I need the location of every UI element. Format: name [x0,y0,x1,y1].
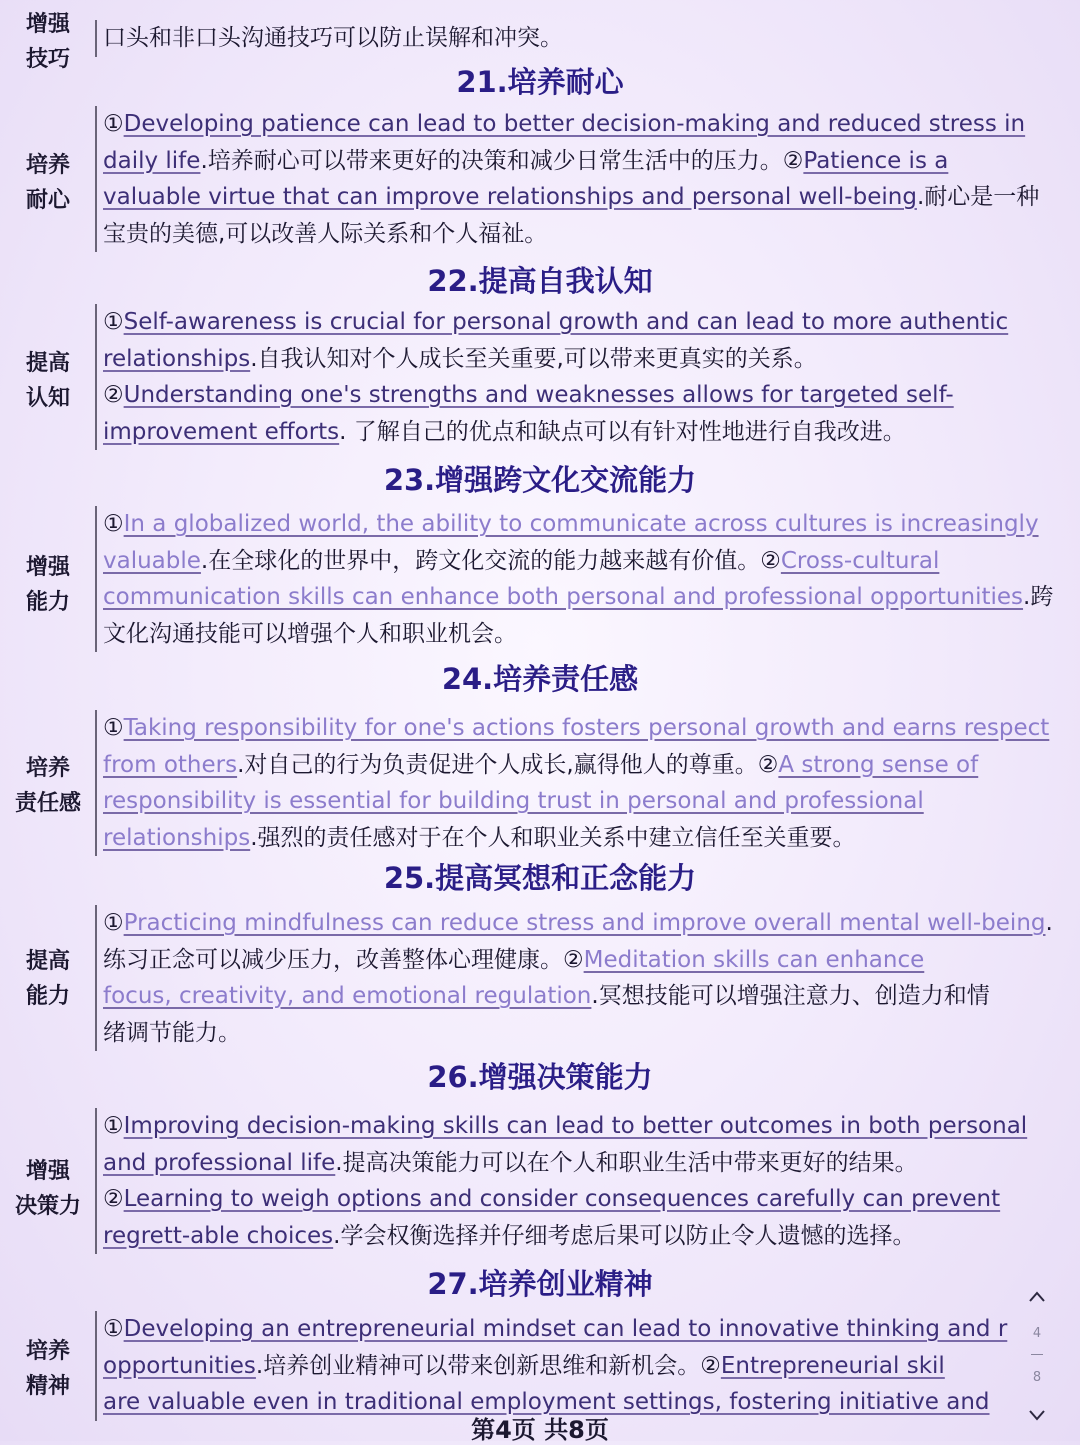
chinese-text: .冥想技能可以增强注意力、创造力和情 [591,983,990,1009]
paragraph-line [103,1348,1018,1385]
section-paragraph [95,20,1073,57]
english-phrase: Taking responsibility for one's actions fosters personal growth and earns respect [123,715,1050,741]
label-line: 增强 [25,1159,70,1184]
chinese-text: 宝贵的美德,可以改善人际关系和个人福祉。 [103,220,548,247]
paragraph-line [103,1108,1073,1145]
paragraph-line [103,20,1073,57]
section-paragraph [95,1108,1073,1254]
section-paragraph [95,710,1073,856]
total-page-number: 8 [1032,1370,1042,1385]
english-phrase: Self-awareness is crucial for personal growth and can lead to more authentic [123,309,1009,335]
section-heading: 27.培养创业精神 [427,1267,653,1301]
section-label [6,944,90,1014]
section-label [6,1154,90,1224]
label-line: 责任感 [14,791,81,816]
section-paragraph [95,905,1073,1051]
paragraph-line [103,143,1073,180]
label-line: 增强 [25,12,70,37]
paragraph-line [103,710,1073,747]
paragraph-line [103,747,1073,784]
english-phrase: from others [103,751,238,778]
paragraph-line [103,783,1073,820]
paragraph-line [103,341,1073,378]
paragraph-line [103,1015,1073,1052]
chinese-text: .学会权衡选择并仔细考虑后果可以防止令人遗憾的选择。 [333,1222,916,1249]
english-phrase: daily life [103,147,201,174]
paragraph-line [103,377,1073,414]
english-phrase: Developing patience can lead to better decision-making and reduced stress in [123,111,1026,137]
page-indicator: 第4页 共8页 [471,1416,609,1444]
label-line: 技巧 [25,47,70,72]
section-paragraph [95,304,1073,450]
label-line: 决策力 [14,1194,81,1219]
chinese-text: .跨 [1023,584,1054,610]
english-phrase: In a globalized world, the ability to communicate across cultures is increasingly [123,511,1039,537]
pager-divider [1031,1354,1043,1355]
english-phrase: are valuable even in traditional employment settings, fostering initiative and [103,1389,990,1415]
label-line: 增强 [25,555,70,580]
paragraph-line [103,106,1073,143]
chinese-text: 绪调节能力。 [103,1019,241,1046]
english-phrase: improvement efforts [103,418,340,445]
label-line: 提高 [25,949,70,974]
chinese-text: ① [103,511,124,537]
paragraph-line [103,506,1073,543]
english-phrase: valuable virtue that can improve relationships and personal well-being [103,184,917,210]
chinese-text: .提高决策能力可以在个人和职业生活中带来更好的结果。 [335,1149,918,1176]
paragraph-line [103,1181,1073,1218]
section-paragraph [95,106,1073,252]
english-phrase: communication skills can enhance both personal and professional opportunities [103,584,1024,610]
pager [1012,1286,1062,1426]
chinese-text: .培养创业精神可以带来创新思维和新机会。② [255,1352,721,1379]
paragraph-line [103,414,1073,451]
label-line: 能力 [25,984,70,1009]
label-line: 认知 [25,386,70,411]
section-label [6,1334,90,1404]
chinese-text: ① [103,715,124,741]
section-heading: 21.培养耐心 [456,65,624,99]
chinese-text: ① [103,309,124,335]
english-phrase: Entrepreneurial skil [720,1352,945,1379]
chevron-up-icon[interactable] [1026,1286,1048,1308]
label-line: 能力 [25,590,70,615]
english-phrase: focus, creativity, and emotional regulation [103,983,592,1009]
current-page-number: 4 [1032,1326,1042,1341]
chinese-text: 口头和非口头沟通技巧可以防止误解和冲突。 [103,25,563,51]
section-label [6,751,90,821]
chinese-text: . 了解自己的优点和缺点可以有针对性地进行自我改进。 [339,418,906,445]
english-phrase: valuable [103,547,201,574]
chinese-text: . [1045,910,1053,936]
chinese-text: .在全球化的世界中，跨文化交流的能力越来越有价值。② [200,547,781,574]
section-label [6,346,90,416]
paragraph-line [103,179,1073,216]
section-heading: 25.提高冥想和正念能力 [383,861,697,895]
english-phrase: regrett-able choices [103,1222,334,1249]
chinese-text: ① [103,1113,124,1139]
label-line: 培养 [25,153,70,178]
english-phrase: relationships [103,345,251,372]
section-heading: 26.增强决策能力 [427,1060,653,1094]
paragraph-line [103,1145,1073,1182]
english-phrase: A strong sense of [778,751,979,778]
section-label [6,550,90,620]
chinese-text: .强烈的责任感对于在个人和职业关系中建立信任至关重要。 [250,824,856,851]
english-phrase: Developing an entrepreneurial mindset can lead to innovative thinking and r [123,1316,1008,1342]
paragraph-line [103,216,1073,253]
chevron-down-icon[interactable] [1026,1404,1048,1426]
english-phrase: relationships [103,824,251,851]
english-phrase: Learning to weigh options and consider consequences carefully can prevent [123,1186,1001,1212]
english-phrase: responsibility is essential for building trust in personal and professional [103,788,924,814]
chinese-text: 文化沟通技能可以增强个人和职业机会。 [103,620,517,647]
section-paragraph [95,1311,1018,1421]
label-line: 耐心 [25,188,70,213]
chinese-text: ② [103,382,124,408]
paragraph-line [103,942,1073,979]
section-label [6,148,90,218]
label-line: 精神 [25,1374,70,1399]
english-phrase: and professional life [103,1149,336,1176]
paragraph-line [103,1218,1073,1255]
chinese-text: 练习正念可以减少压力，改善整体心理健康。② [103,946,584,973]
chinese-text: .自我认知对个人成长至关重要,可以带来更真实的关系。 [250,345,817,372]
label-line: 培养 [25,1339,70,1364]
chinese-text: .对自己的行为负责促进个人成长,赢得他人的尊重。② [237,751,779,778]
english-phrase: Practicing mindfulness can reduce stress and improve overall mental well-being [123,910,1046,936]
chinese-text: .耐心是一种 [916,184,1040,210]
section-heading: 24.培养责任感 [441,662,639,696]
chinese-text: ① [103,111,124,137]
section-heading: 23.增强跨文化交流能力 [383,463,697,497]
paragraph-line [103,820,1073,857]
english-phrase: Understanding one's strengths and weaknesses allows for targeted self- [123,382,954,408]
paragraph-line [103,304,1073,341]
chinese-text: ① [103,1316,124,1342]
label-line: 培养 [25,756,70,781]
section-heading: 22.提高自我认知 [427,264,653,298]
chinese-text: ② [103,1186,124,1212]
paragraph-line [103,905,1073,942]
paragraph-line [103,1311,1018,1348]
section-paragraph [95,506,1073,652]
english-phrase: Meditation skills can enhance [583,946,925,973]
chinese-text: .培养耐心可以带来更好的决策和减少日常生活中的压力。② [200,147,804,174]
english-phrase: Cross-cultural [780,547,940,574]
chinese-text: ① [103,910,124,936]
paragraph-line [103,978,1073,1015]
paragraph-line [103,616,1073,653]
english-phrase: opportunities [103,1352,256,1379]
english-phrase: Patience is a [803,147,949,174]
label-line: 提高 [25,351,70,376]
english-phrase: Improving decision-making skills can lead to better outcomes in both personal [123,1113,1028,1139]
paragraph-line [103,579,1073,616]
paragraph-line [103,543,1073,580]
